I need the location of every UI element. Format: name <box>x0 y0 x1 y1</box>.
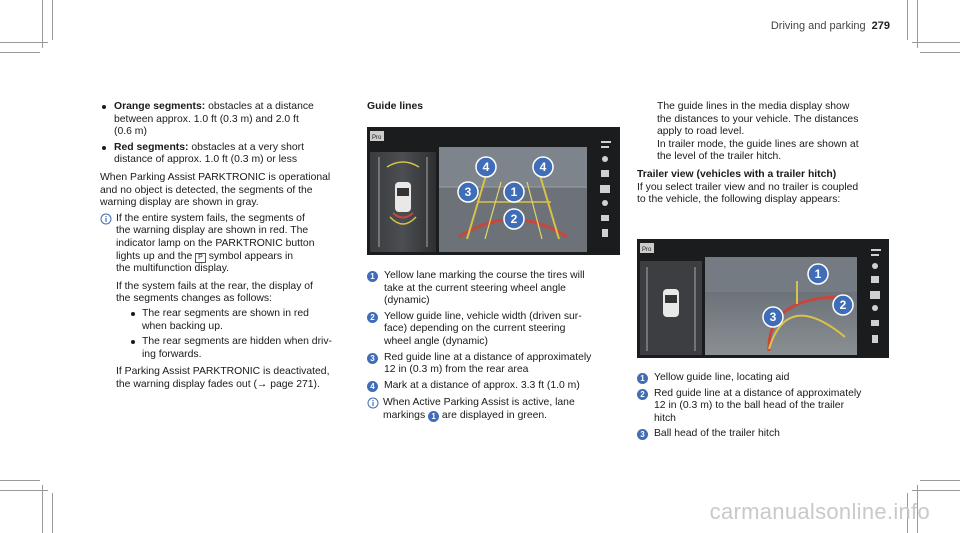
svg-text:1: 1 <box>510 185 518 199</box>
svg-text:3: 3 <box>464 185 472 199</box>
svg-text:3: 3 <box>769 310 777 324</box>
trailer-legend-item-2: 2 Red guide line at a distance of approximately 12 in (0.3 m) to the ball head of the trailer hitch <box>637 388 899 426</box>
crop-mark <box>52 0 53 40</box>
note-active-parking-assist: When Active Parking Assist is active, lane markings 1 are displayed in green. <box>367 397 629 422</box>
legend-item-4: 4 Mark at a distance of approx. 3.3 ft (1.0 m) <box>367 380 629 393</box>
section-title: Driving and parking <box>770 20 866 32</box>
callout-4-right <box>533 157 553 177</box>
column-left <box>100 101 350 391</box>
callout-4-left <box>476 157 496 177</box>
crop-mark <box>912 490 960 491</box>
crop-mark <box>42 0 43 48</box>
svg-text:2: 2 <box>839 298 847 312</box>
bullet-orange-segments: Orange segments: obstacles at a distance between approx. 1.0 ft (0.3 m) and 2.0 ft (0.6 m) <box>100 101 350 139</box>
crop-mark <box>917 0 918 48</box>
section-heading-guide-lines: Guide lines <box>367 101 424 112</box>
crop-mark <box>0 490 48 491</box>
page-number: 279 <box>871 20 890 32</box>
guide-lines-legend <box>367 270 629 423</box>
parktronic-symbol-icon: P <box>195 253 206 263</box>
trailer-legend-item-1: 1 Yellow guide line, locating aid <box>637 372 899 385</box>
svg-text:4: 4 <box>482 160 490 174</box>
svg-text:Pro: Pro <box>642 247 652 253</box>
legend-item-3: 3 Red guide line at a distance of approximately 12 in (0.3 m) from the rear area <box>367 352 629 377</box>
trailer-view-display-image <box>637 239 889 358</box>
trailer-view-legend <box>637 372 899 444</box>
paragraph-operational: When Parking Assist PARKTRONIC is operational and no object is detected, the segments of the warning display are shown in gray. <box>100 171 331 209</box>
column-middle <box>367 101 627 114</box>
callout-2 <box>833 295 853 315</box>
callout-3 <box>763 307 783 327</box>
guide-lines-display-image <box>367 127 620 255</box>
page-header <box>771 20 890 32</box>
legend-item-1: 1 Yellow lane marking the course the tires will take at the current steering wheel angle (dynamic) <box>367 270 629 308</box>
callout-1 <box>504 182 524 202</box>
crop-mark <box>0 480 40 481</box>
crop-mark <box>0 42 48 43</box>
note-system-fail: If the entire system fails, the segments of the warning display are shown in red. The indicator lamp on the PARKTRONIC button lights up and the P symbol appears in the multifunction display. If the system fails at the rear, the display of the segments changes as follows: The rear segments are shown in red when backing up. The rear segments are hidden when driv- ing forwards. If Parking Assist PARKTRONIC is deactivated, the warning display fades out (→ page 271). <box>100 213 350 392</box>
crop-mark <box>920 480 960 481</box>
svg-text:4: 4 <box>539 160 547 174</box>
crop-mark <box>920 52 960 53</box>
svg-text:1: 1 <box>814 267 822 281</box>
sub-bullet-forwards: The rear segments are hidden when driv- ing forwards. <box>130 336 350 361</box>
svg-text:2: 2 <box>510 212 518 226</box>
guide-lines-illustration <box>367 127 620 255</box>
callout-2 <box>504 209 524 229</box>
section-heading-trailer-view: Trailer view (vehicles with a trailer hitch) <box>637 168 837 180</box>
trailer-view-illustration <box>637 239 889 358</box>
callout-1 <box>808 264 828 284</box>
svg-text:Pro: Pro <box>372 135 382 141</box>
legend-item-2: 2 Yellow guide line, vehicle width (driven sur- face) depending on the current steering wheel angle (dynamic) <box>367 311 629 349</box>
bullet-red-segments: Red segments: obstacles at a very short distance of approx. 1.0 ft (0.3 m) or less <box>100 142 350 167</box>
trailer-legend-item-3: 3 Ball head of the trailer hitch <box>637 428 899 441</box>
callout-3 <box>458 182 478 202</box>
column-right: The guide lines in the media display show the distances to your vehicle. The distances apply to road level. In trailer mode, the guide lines are shown at the level of the trailer hitch. Trailer view (vehicles with a trailer hitch) If you select trailer view and no trailer is coupled to the vehicle, the following display appears: <box>637 101 899 207</box>
crop-mark <box>0 52 40 53</box>
crop-mark <box>52 493 53 533</box>
info-icon <box>367 397 379 409</box>
crop-mark <box>907 0 908 40</box>
paragraph-guide-lines-media: The guide lines in the media display show the distances to your vehicle. The distances apply to road level. In trailer mode, the guide lines are shown at the level of the trailer hitch. <box>657 101 859 163</box>
sub-bullet-backing-up: The rear segments are shown in red when backing up. <box>130 308 350 333</box>
watermark: carmanualsonline.info <box>709 499 930 524</box>
crop-mark <box>912 42 960 43</box>
crop-mark <box>42 485 43 533</box>
info-icon <box>100 213 112 225</box>
